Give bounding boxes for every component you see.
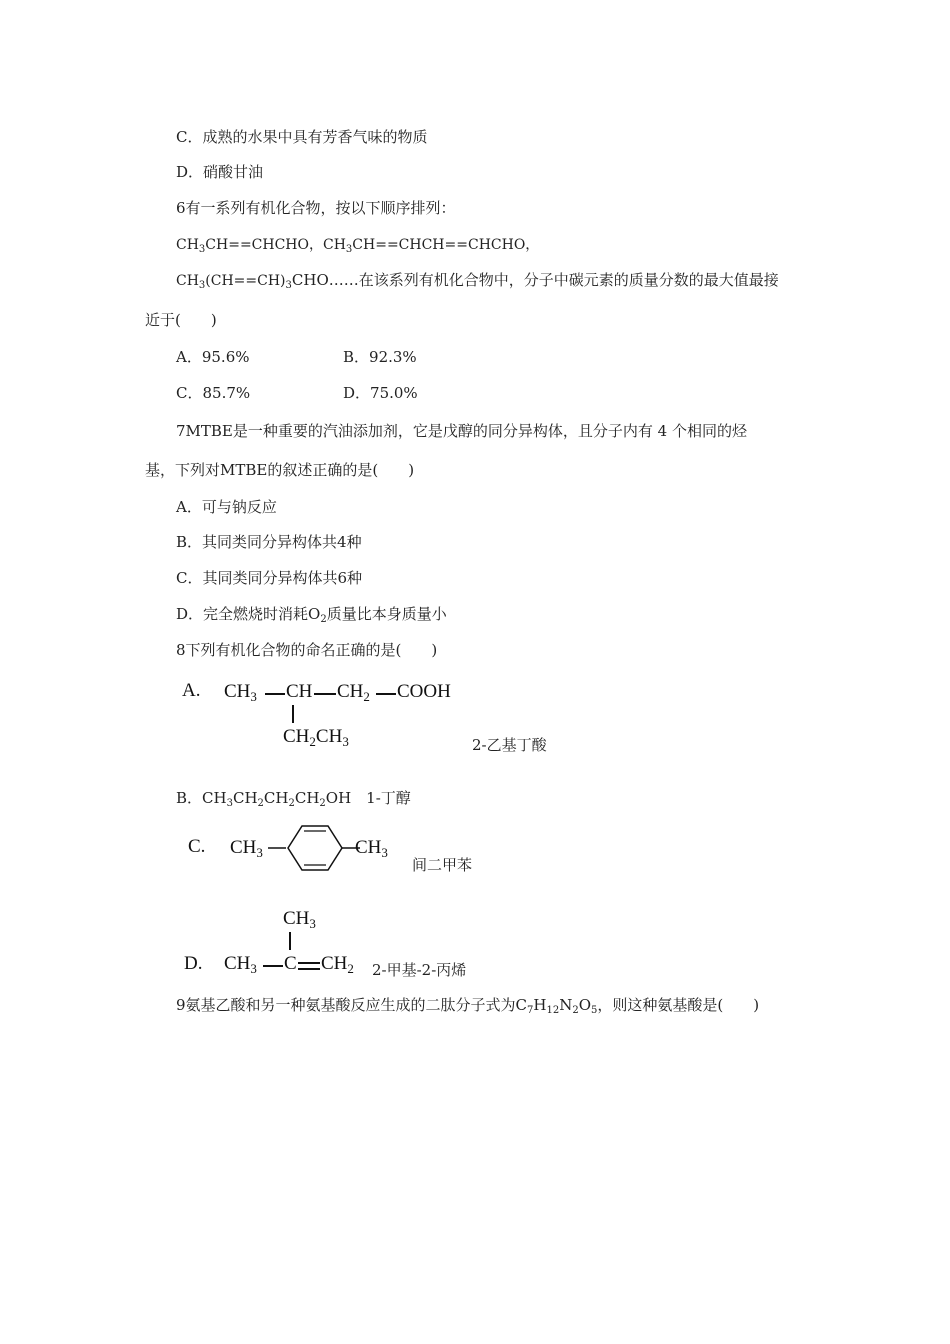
q8-a-ch: CH <box>286 681 313 702</box>
q8-d-bond-double-2 <box>298 968 320 970</box>
q6-option-c: C．85.7% <box>176 384 251 402</box>
q8-a-cooh: COOH <box>397 681 451 702</box>
q6-stem: 6有一系列有机化合物，按以下顺序排列： <box>176 199 456 217</box>
q8-a-letter: A. <box>182 680 201 701</box>
q8-d-bond-double-1 <box>298 962 320 964</box>
q8-c-right-methyl: $CH_3$ <box>355 837 388 860</box>
benzene-ring-icon <box>268 820 364 876</box>
q7-option-c: C．其同类同分异构体共6种 <box>176 569 363 587</box>
q8-a-branch: $CH_2CH_3$ <box>283 726 349 749</box>
q8-c-name: 间二甲苯 <box>412 856 473 874</box>
q6-series-line1: $CH_3CH==CHCHO$，$CH_3CH==CHCH==CHCHO$， <box>176 237 540 255</box>
q8-c-left-methyl: $CH_3$ <box>230 837 263 860</box>
q8-c-letter: C. <box>188 836 206 857</box>
q8-d-name: 2-甲基-2-丙烯 <box>372 961 467 979</box>
q8-option-b: B．$CH_3CH_2CH_2CH_2OH$ 1-丁醇 <box>176 789 411 809</box>
q8-a-bond-3 <box>376 693 396 695</box>
q8-a-ch2: $CH_2$ <box>337 681 370 704</box>
q6-option-d: D．75.0% <box>343 384 418 402</box>
q7-option-a: A．可与钠反应 <box>176 498 277 516</box>
q6-option-a: A．95.6% <box>176 348 250 366</box>
q8-stem: 8下列有机化合物的命名正确的是( ) <box>176 641 438 659</box>
q7-option-d: D．完全燃烧时消耗$O_2$质量比本身质量小 <box>176 605 447 625</box>
q8-d-ch2: $CH_2$ <box>321 953 354 976</box>
q9-stem: 9氨基乙酸和另一种氨基酸反应生成的二肽分子式为$C_7H_{12}N_2O_5$，则这种氨基酸是( ) <box>176 996 760 1016</box>
q6-option-b: B．92.3% <box>343 348 417 366</box>
q8-a-bond-1 <box>265 693 285 695</box>
q5-option-d: D．硝酸甘油 <box>176 163 264 181</box>
q8-d-c: C <box>284 953 297 974</box>
q7-stem-line1: 7MTBE是一种重要的汽油添加剂，它是戊醇的同分异构体，且分子内有 4 个相同的烃 <box>176 422 747 440</box>
q6-series-line2: $CH_3(CH==CH)_3CHO\dots\dots$在该系列有机化合物中，分子中碳元素的质量分数的最大值最接 <box>176 271 779 291</box>
q7-stem-line2: 基，下列对MTBE的叙述正确的是( ) <box>145 461 415 479</box>
q8-a-name: 2-乙基丁酸 <box>472 736 547 754</box>
q8-d-letter: D. <box>184 953 203 974</box>
q8-a-bond-2 <box>314 693 336 695</box>
q5-option-c: C．成熟的水果中具有芳香气味的物质 <box>176 128 428 146</box>
q8-d-bond-single <box>263 965 283 967</box>
q8-d-ch3: $CH_3$ <box>224 953 257 976</box>
q8-a-ch3: $CH_3$ <box>224 681 257 704</box>
q6-stem-end: 近于( ) <box>145 311 217 329</box>
q8-d-bond-vertical <box>289 932 291 950</box>
q7-option-b: B．其同类同分异构体共4种 <box>176 533 362 551</box>
q8-d-top-methyl: $CH_3$ <box>283 908 316 931</box>
q8-a-bond-vertical <box>292 705 294 723</box>
